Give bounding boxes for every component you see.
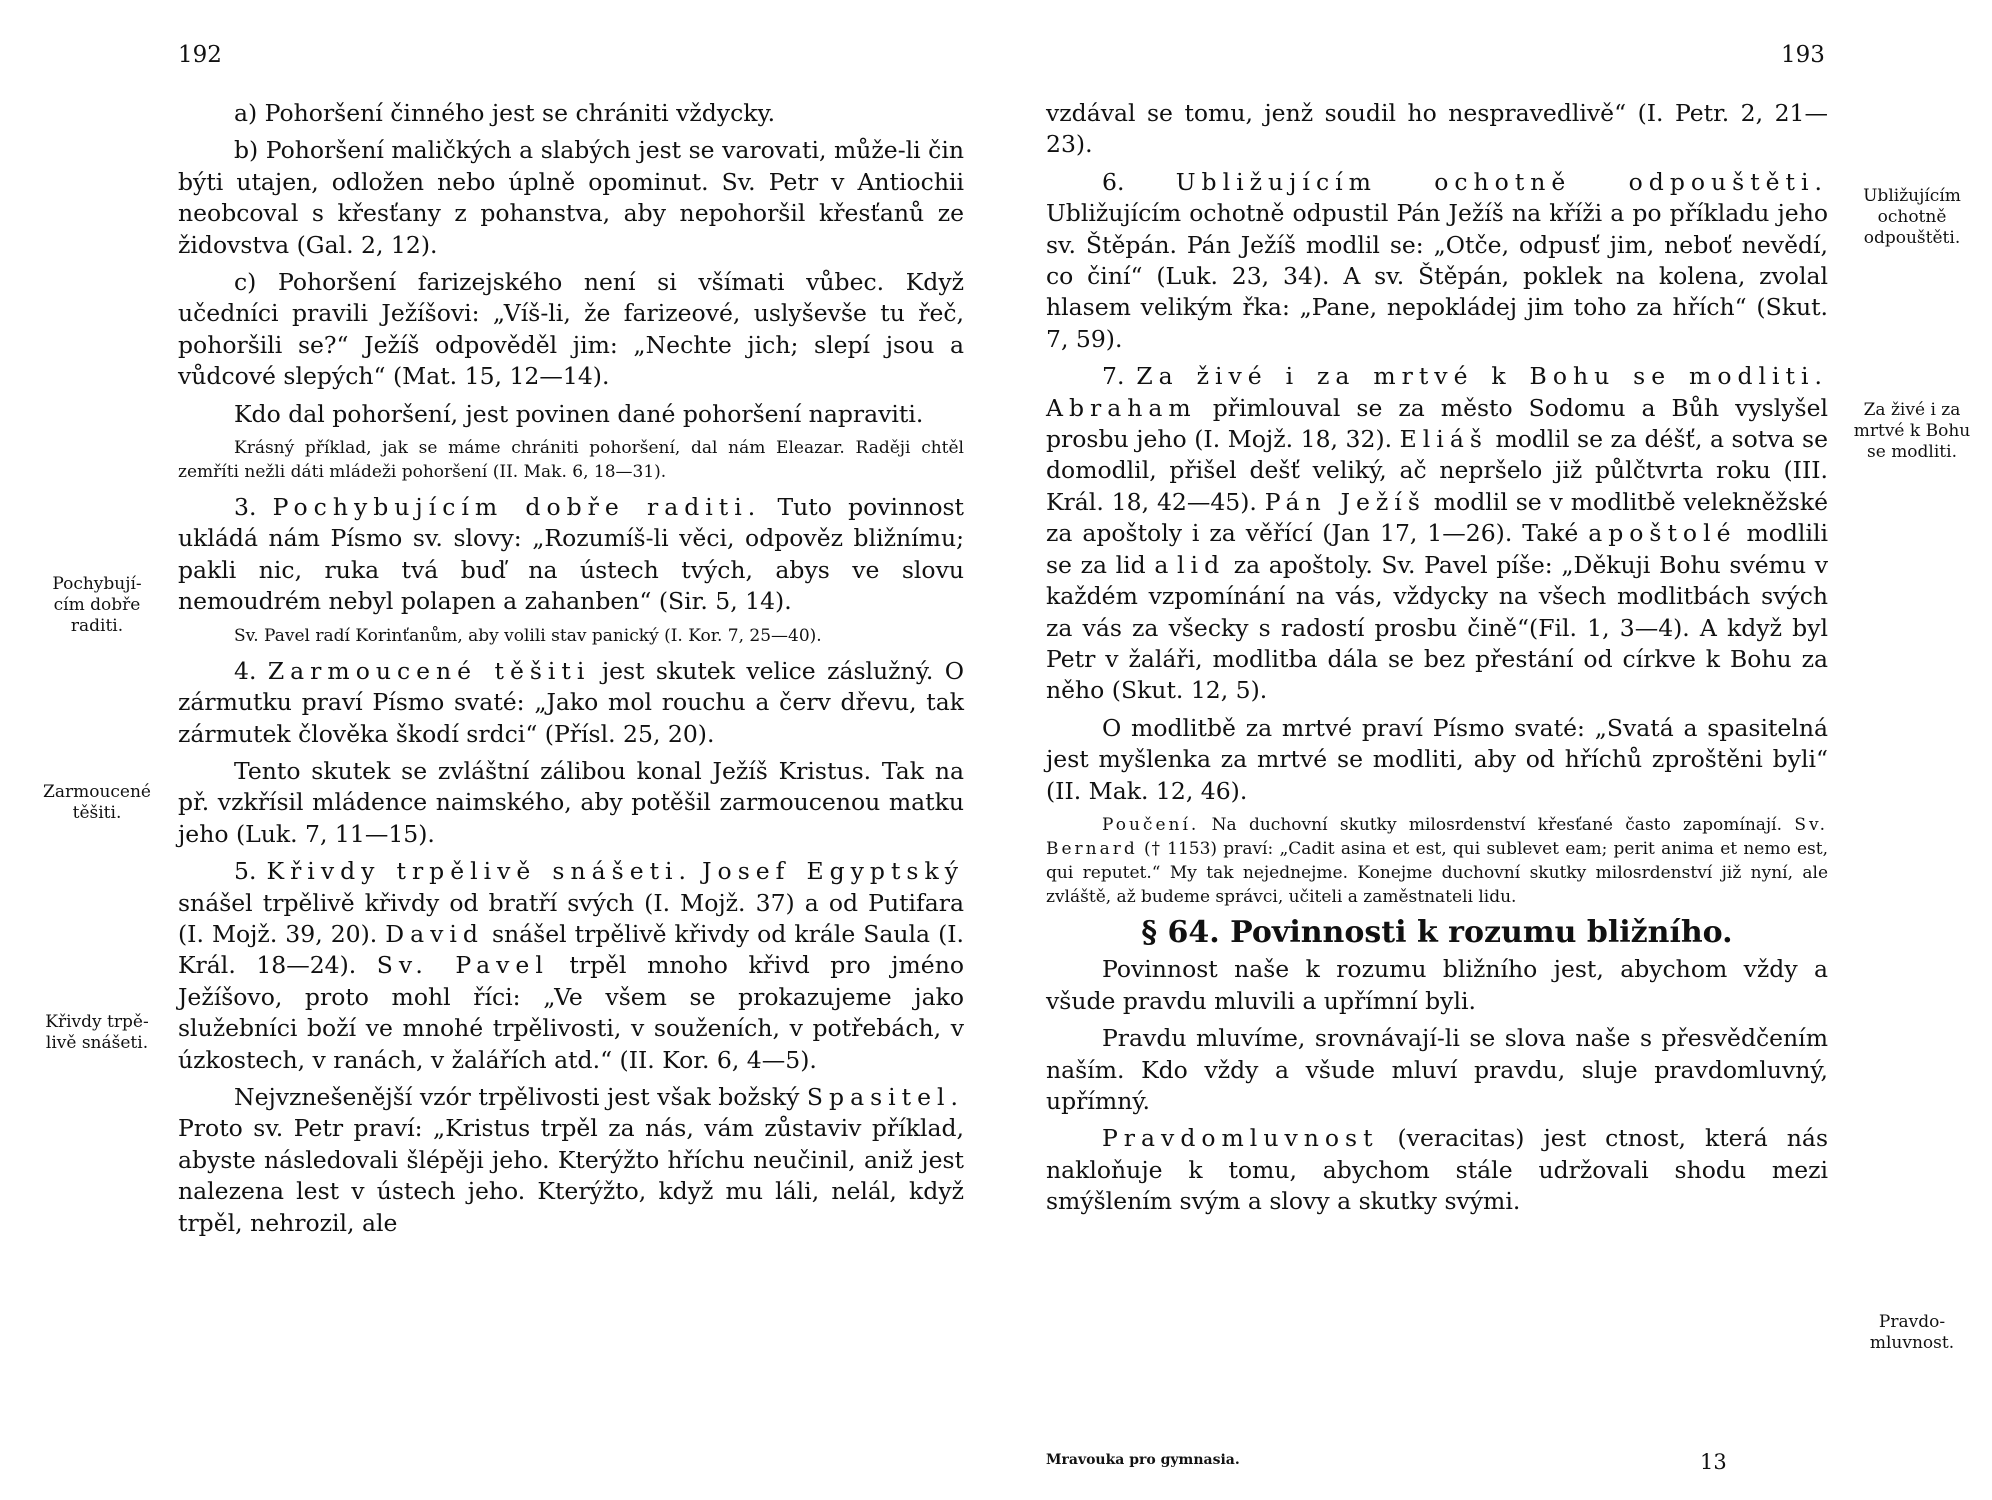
name-jezis: Pán Ježíš bbox=[1264, 487, 1426, 516]
item-text: modlil se v modlitbě velekněžské za apoštoly i za věřící (Jan 17, 1—26). Také bbox=[1046, 487, 1829, 548]
item-7 bbox=[1046, 361, 1828, 706]
paragraph-povinnost: Povinnost naše k rozumu bližního jest, abychom vždy a všude pravdu mluvili a upřímní byli. bbox=[1046, 955, 1828, 1015]
name-lid: lid bbox=[1177, 550, 1226, 579]
item-text: jest skutek velice záslužný. O zármutku praví Písmo svaté: „Jako mol rouchu a červ dřevu, tak zármutek člověka škodí srdci“ (Přísl. 25, 20). bbox=[178, 656, 964, 748]
footer-book-title: Mravouka pro gymnasia. bbox=[1046, 1452, 1240, 1468]
item-text: snášel trpělivě křivdy od krále Saula (I. Král. 18—24). bbox=[178, 919, 964, 980]
item-text: za apoštoly. Sv. Pavel píše: „Děkuji Bohu svému v každém vzpomínání na vás, vždycky na všech modlitbách svých za vás za všecky s radostí prosbu čině“(Fil. 1, 3—4). A když byl Petr v žaláři, modlitba dála se bez přestání od církve k Bohu za něho (Skut. 12, 5). bbox=[1046, 550, 1828, 705]
sheet-number: 13 bbox=[1700, 1450, 1727, 1474]
margin-note-pravdomluvnost bbox=[1834, 1312, 1990, 1354]
item-4 bbox=[178, 656, 964, 750]
item-title-spaced: Pochybujícím dobře raditi. bbox=[272, 493, 762, 522]
item-number: 6. bbox=[1102, 167, 1125, 196]
paragraph-a: a) Pohoršení činného jest se chrániti vždycky. bbox=[234, 99, 776, 127]
paragraph-text: Proto sv. Petr praví: „Kristus trpěl za nás, vám zůstaviv příklad, abyste následovali šlépěji jeho. Kterýžto hříchu neučinil, aniž jest nalezena lest v ústech jeho. Kterýžto, když mu láli, nelál, když trpěl, nehrozil, ale bbox=[178, 1114, 964, 1237]
paragraph-pravdu: Pravdu mluvíme, srovnávají-li se slova naše s přesvědčením naším. Kdo vždy a všude mluví pravdu, sluje pravdomluvný, upřímný. bbox=[1046, 1024, 1828, 1115]
item-5 bbox=[178, 856, 964, 1076]
margin-note-ublizujicim bbox=[1834, 186, 1990, 249]
name-bernard: Sv. Bernard bbox=[1046, 814, 1828, 859]
item-number: 5. bbox=[234, 857, 257, 886]
name-elias: Eliáš bbox=[1399, 425, 1488, 454]
page-number: 193 bbox=[1781, 42, 1825, 68]
margin-note-text: Křivdy trpě- livě snášeti. bbox=[45, 1012, 149, 1053]
margin-note-text: Pravdo- mluvnost. bbox=[1869, 1312, 1955, 1353]
paragraph-continuation: vzdával se tomu, jenž soudil ho nespravedlivě“ (I. Petr. 2, 21—23). bbox=[1046, 99, 1828, 159]
paragraph-vzor bbox=[178, 1082, 964, 1239]
name-pavel: Sv. Pavel bbox=[376, 951, 549, 980]
paragraph-mrtve: O modlitbě za mrtvé praví Písmo svaté: „Svatá a spasitelná jest myšlenka za mrtvé se modliti, aby od hříchů zproštěni byli“ (II. Mak. 12, 46). bbox=[1046, 713, 1828, 805]
paragraph-tento: Tento skutek se zvláštní zálibou konal Ježíš Kristus. Tak na př. vzkřísil mládence naimského, aby potěšil zarmoucenou matku jeho (Luk. 7, 11—15). bbox=[178, 756, 964, 848]
term-pravdomluvnost: Pravdomluvnost bbox=[1102, 1124, 1379, 1153]
item-title-spaced: Za živé i za mrtvé k Bohu se modliti. bbox=[1136, 362, 1828, 391]
item-text: trpěl mnoho křivd pro jméno Ježíšovo, proto mohl říci: „Ve všem se prokazujeme jako služebníci boží ve mnohé trpělivosti, v souženích, v potřebách, v úzkostech, v ranách, v žalářích atd.“ (II. Kor. 6, 4—5). bbox=[178, 951, 964, 1074]
margin-note-zarmoucene bbox=[22, 782, 172, 824]
margin-note-text: Za živé i za mrtvé k Bohu se modliti. bbox=[1853, 400, 1971, 462]
item-number: 3. bbox=[234, 493, 257, 522]
pouceni-label: Poučení. bbox=[1102, 814, 1200, 835]
name-spasitel: Spasitel. bbox=[806, 1082, 964, 1111]
right-text-column bbox=[1046, 98, 1828, 1224]
small-note-eleazar: Krásný příklad, jak se máme chrániti pohoršení, dal nám Eleazar. Raději chtěl zemříti nežli dáti mládeži pohoršení (II. Mak. 6, 18—31). bbox=[178, 438, 964, 483]
name-apostole: apoštolé bbox=[1588, 519, 1737, 548]
item-3 bbox=[178, 492, 964, 618]
item-text: snášel trpělivě křivdy od bratří svých (I. Mojž. 37) a od Putifara (I. Mojž. 39, 20). bbox=[178, 888, 964, 948]
name-josef: Josef Egyptský bbox=[702, 857, 964, 886]
left-text-column bbox=[178, 98, 964, 1245]
item-text: přimlouval se za město Sodomu a Bůh vyslyšel prosbu jeho (I. Mojž. 18, 32). bbox=[1046, 393, 1828, 454]
small-note-pouceni bbox=[1046, 813, 1828, 909]
right-page bbox=[996, 0, 1992, 1500]
item-6 bbox=[1046, 167, 1828, 355]
small-text: († 1153) praví: „Cadit asina et est, qui sublevet eam; perit anima et nemo est, qui reputet.“ My tak nejednejme. Konejme duchovní skutky milosrdenství již nyní, ale zvláště, až budeme správci, učiteli a zaměstnateli lidu. bbox=[1046, 838, 1828, 907]
paragraph-text: Nejvznešenější vzór trpělivosti jest však božský bbox=[234, 1082, 807, 1111]
paragraph-text: (veracitas) jest ctnost, která nás nakloňuje k tomu, abychom stále udržovali shodu mezi smýšlením svým a slovy a skutky svými. bbox=[1046, 1124, 1828, 1216]
item-number: 4. bbox=[234, 656, 257, 685]
small-note-pavel: Sv. Pavel radí Korinťanům, aby volili stav panický (I. Kor. 7, 25—40). bbox=[234, 625, 822, 646]
page-number: 192 bbox=[178, 42, 222, 68]
margin-note-za-zive bbox=[1834, 400, 1990, 463]
item-text: Tuto povinnost ukládá nám Písmo sv. slovy: „Rozumíš-li věci, odpověz bližnímu; pakli nic, ruka tvá buď na ústech tvých, abys ve slovu nemoudrém nebyl polapen a zahanben“ (Sir. 5, 14). bbox=[178, 493, 964, 616]
item-title-spaced: Křivdy trpělivě snášeti. bbox=[266, 857, 693, 886]
margin-note-text: Pochybují- cím dobře raditi. bbox=[52, 574, 142, 636]
item-text: modlil se za déšť, a sotva se domodlil, přišel dešť veliký, ač nepršelo již půlčtvrta roku (III. Král. 18, 42—45). bbox=[1046, 425, 1828, 516]
section-heading: § 64. Povinnosti k rozumu bližního. bbox=[1141, 914, 1733, 950]
item-title-spaced: Zarmoucené těšiti bbox=[267, 656, 591, 685]
item-text: Ubližujícím ochotně odpustil Pán Ježíš na kříži a po příkladu jeho sv. Štěpán. Pán Ježíš modlil se: „Otče, odpusť jim, neboť nevědí, co činí“ (Luk. 23, 34). A sv. Štěpán, poklek na kolena, zvolal hlasem velikým řka: „Pane, nepokládej jim toho za hřích“ (Skut. 7, 59). bbox=[1046, 199, 1828, 353]
margin-note-pochybujicim bbox=[22, 574, 172, 637]
item-text: modlili se za lid a bbox=[1046, 519, 1828, 579]
paragraph-b: b) Pohoršení maličkých a slabých jest se varovati, může-li čin býti utajen, odložen nebo úplně opominut. Sv. Petr v Antiochii neobcoval s křesťany z pohanstva, aby nepohoršil křesťanů ze židovstva (Gal. 2, 12). bbox=[178, 136, 964, 259]
name-david: David bbox=[385, 919, 484, 948]
margin-note-krivdy bbox=[22, 1012, 172, 1054]
small-text: Na duchovní skutky milosrdenství křesťané často zapomínají. bbox=[1199, 814, 1795, 835]
paragraph-napraviti: Kdo dal pohoršení, jest povinen dané pohoršení napraviti. bbox=[234, 399, 924, 428]
margin-note-text: Zarmoucené těšiti. bbox=[43, 782, 151, 823]
item-title-spaced: Ubližujícím ochotně odpouštěti. bbox=[1175, 167, 1828, 196]
item-number: 7. bbox=[1102, 362, 1125, 391]
paragraph-pravdomluvnost bbox=[1046, 1123, 1828, 1217]
margin-note-text: Ubližujícím ochotně odpouštěti. bbox=[1863, 186, 1961, 248]
name-abraham: Abraham bbox=[1046, 393, 1197, 422]
paragraph-c: c) Pohoršení farizejského není si všímati vůbec. Když učedníci pravili Ježíšovi: „Víš-li, že farizeové, uslyševše tu řeč, pohoršili se?“ Ježíš odpověděl jim: „Nechte jich; slepí jsou a vůdcové slepých“ (Mat. 15, 12—14). bbox=[178, 268, 964, 391]
